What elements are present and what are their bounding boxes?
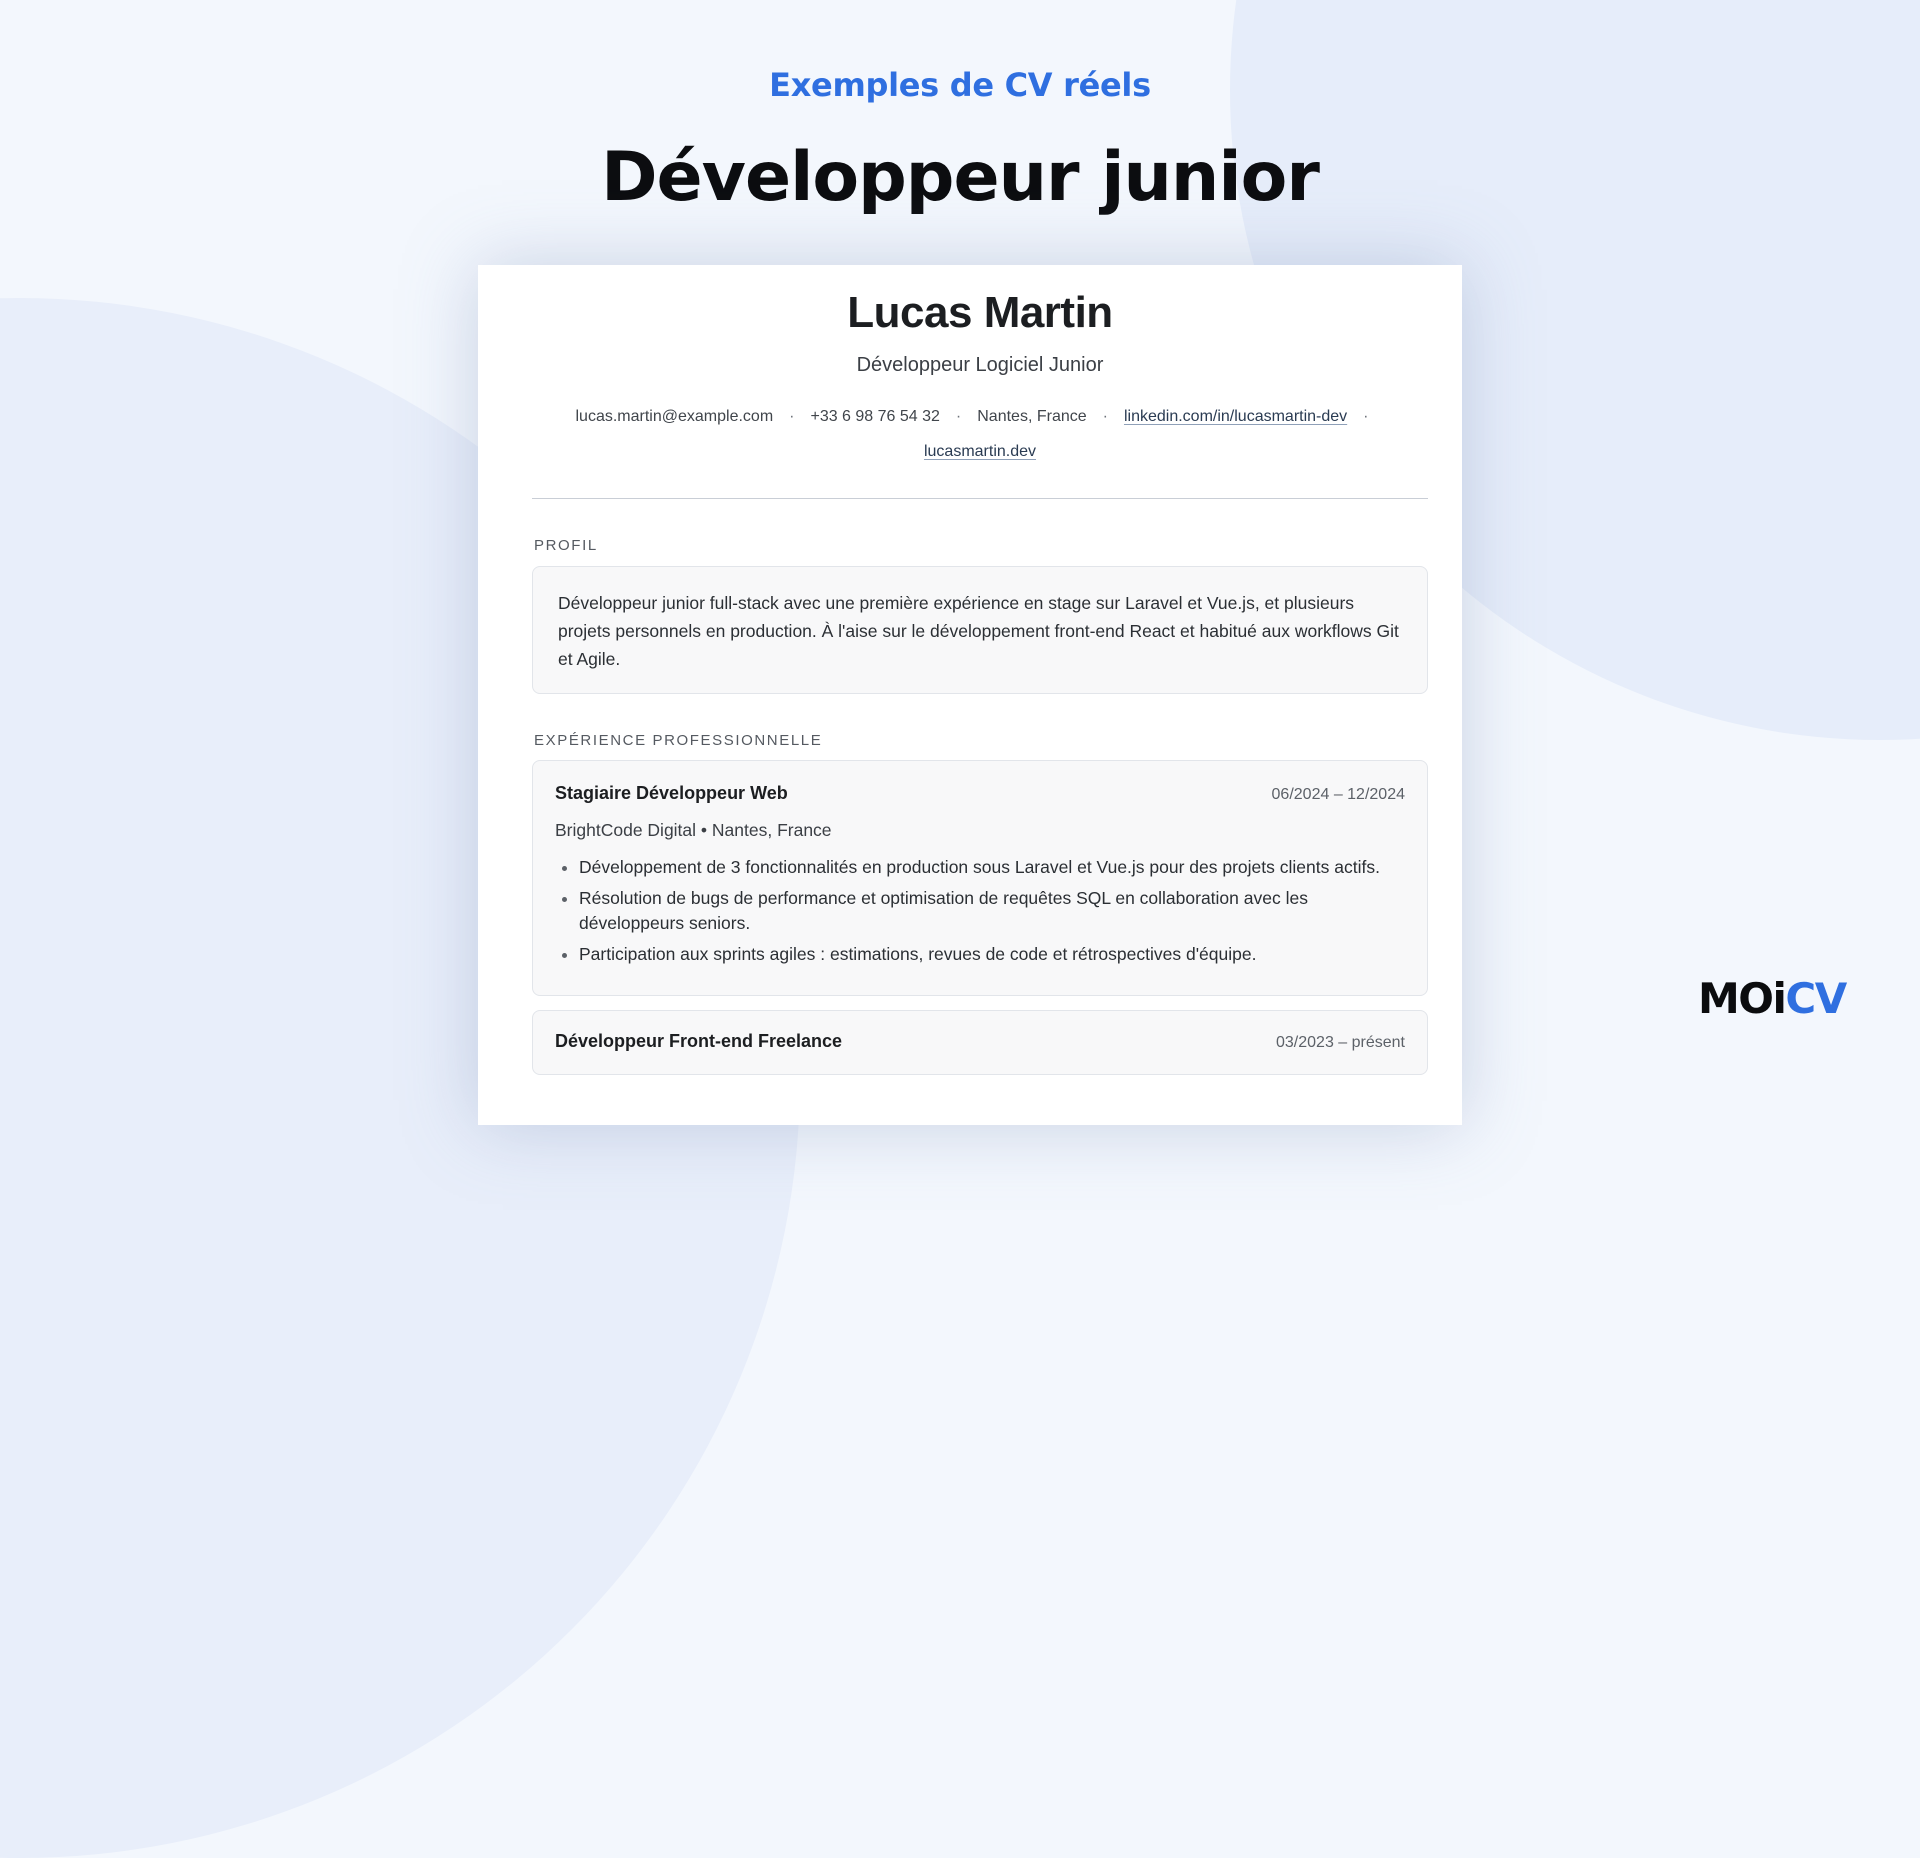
experience-entry bbox=[532, 760, 1428, 996]
resume-role: Développeur Logiciel Junior bbox=[856, 354, 1104, 376]
contact-separator: · bbox=[955, 408, 962, 425]
job-title: Développeur Front-end Freelance bbox=[555, 1031, 843, 1051]
resume-name: Lucas Martin bbox=[847, 288, 1113, 337]
moicv-logo bbox=[1698, 974, 1846, 1024]
job-company: BrightCode Digital • Nantes, France bbox=[555, 820, 832, 840]
contact-email: lucas.martin@example.com bbox=[575, 408, 774, 425]
experience-entry-header bbox=[555, 1031, 1405, 1052]
page-title: Développeur junior bbox=[601, 138, 1319, 217]
eyebrow-heading: Exemples de CV réels bbox=[769, 66, 1151, 104]
job-title: Stagiaire Développeur Web bbox=[555, 783, 788, 803]
resume-preview-card bbox=[478, 265, 1462, 1125]
experience-entry-header bbox=[555, 783, 1405, 804]
job-bullet: • Participation aux sprints agiles : estimations, revues de code et rétrospectives d'équipe. bbox=[579, 942, 1405, 967]
contact-location: Nantes, France bbox=[977, 408, 1087, 425]
profile-section-label: PROFIL bbox=[534, 537, 598, 554]
job-bullet: • Résolution de bugs de performance et optimisation de requêtes SQL en collaboration avec les développeurs seniors. bbox=[579, 886, 1405, 936]
contact-phone: +33 6 98 76 54 32 bbox=[810, 408, 940, 425]
job-dates: 03/2023 – présent bbox=[1276, 1034, 1405, 1051]
experience-entry bbox=[532, 1010, 1428, 1075]
job-dates: 06/2024 – 12/2024 bbox=[1271, 786, 1405, 803]
contact-line bbox=[532, 399, 1428, 469]
header-divider bbox=[532, 498, 1428, 499]
contact-separator: · bbox=[789, 408, 795, 425]
contact-separator: · bbox=[1102, 408, 1108, 425]
profile-summary-box bbox=[532, 566, 1428, 694]
contact-separator: · bbox=[1363, 408, 1369, 425]
profile-summary-text: Développeur junior full-stack avec une première expérience en stage sur Laravel et Vue.js, et plusieurs projets personnels en production. À l'aise sur le développement front-end React et habitué aux workflows Git et Agile. bbox=[558, 593, 1399, 669]
job-bullet: • Développement de 3 fonctionnalités en production sous Laravel et Vue.js pour des projets clients actifs. bbox=[579, 855, 1405, 880]
logo-mark-moi: MOi bbox=[1698, 974, 1786, 1023]
job-bullet-list bbox=[555, 855, 1405, 967]
logo-mark-cv: CV bbox=[1785, 974, 1846, 1023]
contact-linkedin-link[interactable]: linkedin.com/in/lucasmartin-dev bbox=[1123, 408, 1348, 425]
contact-website-link[interactable]: lucasmartin.dev bbox=[923, 443, 1037, 460]
experience-section-label: EXPÉRIENCE PROFESSIONNELLE bbox=[534, 732, 823, 749]
